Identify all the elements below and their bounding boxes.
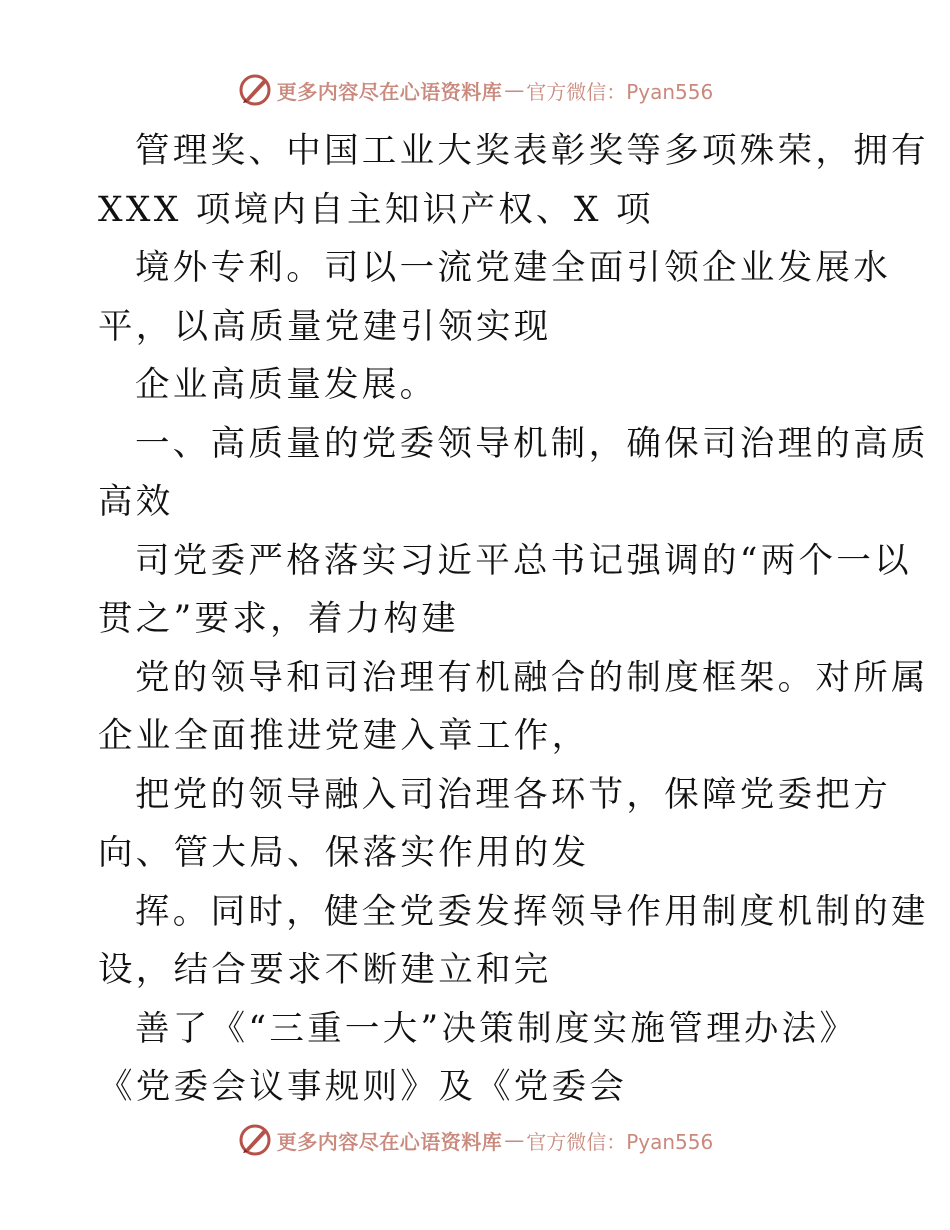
header-banner (0, 70, 950, 110)
footer-banner (0, 1120, 950, 1160)
text-line: 向、管大局、保落实作用的发 (98, 833, 590, 873)
section-heading: 一、高质量的党委领导机制，确保司治理的高质 (135, 423, 929, 464)
banner-title: 更多内容尽在心语资料库 (276, 1129, 503, 1154)
text-line: 善了《“三重一大”决策制度实施管理办法》 (135, 1008, 858, 1049)
banner-contact: 官方微信：Pyan556 (526, 1129, 714, 1154)
text-line: 平，以高质量党建引领实现 (98, 306, 552, 347)
quill-pen-logo-icon (237, 72, 273, 108)
text-line: 贯之”要求，着力构建 (98, 599, 460, 639)
text-line: 司党委严格落实习近平总书记强调的“两个一以 (135, 540, 912, 581)
text-line: XXX 项境内自主知识产权、X 项 (98, 189, 654, 230)
text-line: 管理奖、中国工业大奖表彰奖等多项殊荣，拥有 (135, 131, 929, 171)
text-line: 挥。同时，健全党委发挥领导作用制度机制的建 (135, 891, 929, 932)
banner-title: 更多内容尽在心语资料库 (276, 79, 503, 104)
banner-dash: — (504, 78, 525, 102)
document-body (98, 122, 929, 1117)
text-line: 企业高质量发展。 (135, 365, 438, 405)
text-line: 把党的领导融入司治理各环节，保障党委把方 (135, 774, 891, 815)
text-line: 设，结合要求不断建立和完 (98, 950, 552, 990)
banner-contact: 官方微信：Pyan556 (526, 79, 714, 104)
quill-pen-logo-icon (237, 1122, 273, 1158)
text-line: 党的领导和司治理有机融合的制度框架。对所属 (135, 657, 929, 698)
text-line: 《党委会议事规则》及《党委会 (98, 1067, 628, 1107)
text-line: 境外专利。司以一流党建全面引领企业发展水 (135, 248, 891, 288)
section-heading-continued: 高效 (98, 482, 174, 522)
banner-dash: — (504, 1128, 525, 1152)
text-line: 企业全面推进党建入章工作， (98, 716, 590, 756)
